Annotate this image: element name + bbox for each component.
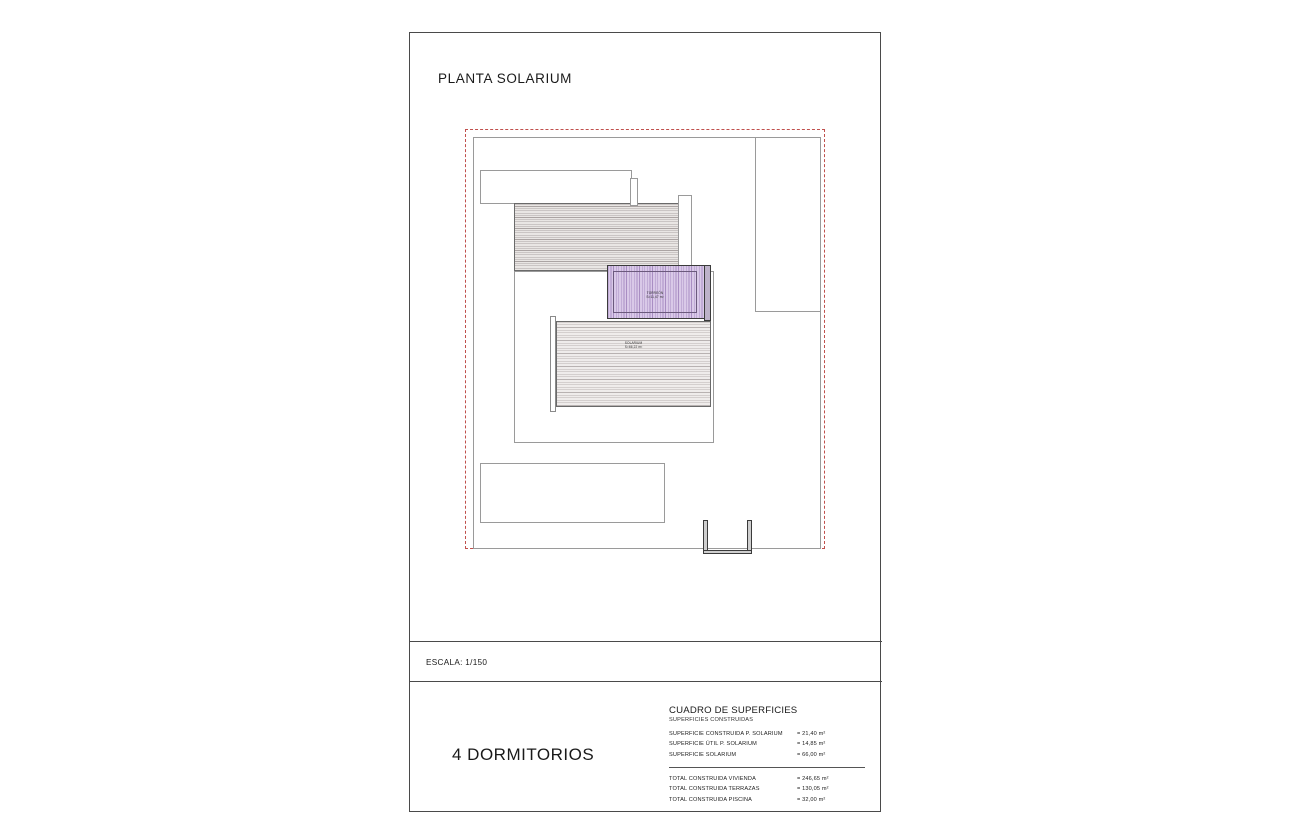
torreon-area: S=11,47 m² (646, 295, 664, 300)
table-row (669, 750, 869, 760)
total-label: TOTAL CONSTRUIDA PISCINA (669, 796, 753, 803)
surface-value: = 21,40 m² (797, 731, 826, 737)
total-value: = 130,05 m² (797, 786, 829, 793)
upper-terrace-block (480, 170, 632, 204)
table-row (669, 784, 869, 794)
roof-upper-right-notch (630, 178, 638, 206)
table-row (669, 739, 869, 749)
roof-upper-hatched (514, 203, 680, 271)
solarium-terrace (556, 321, 711, 407)
pool-element-base (703, 550, 752, 554)
surface-value: = 14,85 m² (797, 741, 826, 748)
floor-plan-drawing (410, 33, 882, 633)
totals-rows (669, 774, 869, 805)
solarium-left-wall (550, 316, 556, 412)
surfaces-table (669, 705, 869, 805)
total-label: TOTAL CONSTRUIDA VIVIENDA (669, 776, 756, 783)
solarium-label (556, 341, 711, 350)
sheet-divider-top (410, 641, 882, 642)
scale-text: ESCALA: 1/150 (426, 658, 488, 667)
table-row (669, 795, 869, 805)
total-value: = 32,00 m² (797, 796, 826, 803)
surface-label: SUPERFICIE ÚTIL P. SOLARIUM (669, 741, 757, 748)
bedrooms-title: 4 DORMITORIOS (452, 745, 595, 764)
page-title: PLANTA SOLARIUM (438, 71, 573, 86)
torreon-label (613, 291, 697, 300)
torreon-name: TORREÓN (646, 291, 664, 295)
lower-left-block (480, 463, 665, 523)
roof-upper-right-block (678, 195, 692, 275)
pool-element-left (703, 520, 708, 554)
surfaces-title: CUADRO DE SUPERFICIES (669, 705, 798, 716)
table-row (669, 774, 869, 784)
drawing-sheet (409, 32, 881, 812)
solarium-name: SOLARIUM (624, 341, 643, 345)
pool-element-right (747, 520, 752, 554)
solarium-area: S=66,22 m² (624, 345, 643, 350)
table-row (669, 729, 869, 739)
surface-value: = 66,00 m² (797, 751, 826, 758)
total-label: TOTAL CONSTRUIDA TERRAZAS (669, 786, 760, 793)
surface-label: SUPERFICIE CONSTRUIDA P. SOLARIUM (669, 731, 783, 737)
surfaces-rows (669, 729, 869, 760)
surface-label: SUPERFICIE SOLARIUM (669, 751, 737, 758)
sheet-divider-middle (410, 681, 882, 682)
right-block (755, 137, 821, 312)
surfaces-subtitle: SUPERFICIES CONSTRUIDAS (669, 717, 754, 723)
surfaces-separator (669, 767, 865, 768)
total-value: = 246,65 m² (797, 776, 829, 783)
torreon-right-pier (704, 265, 711, 321)
